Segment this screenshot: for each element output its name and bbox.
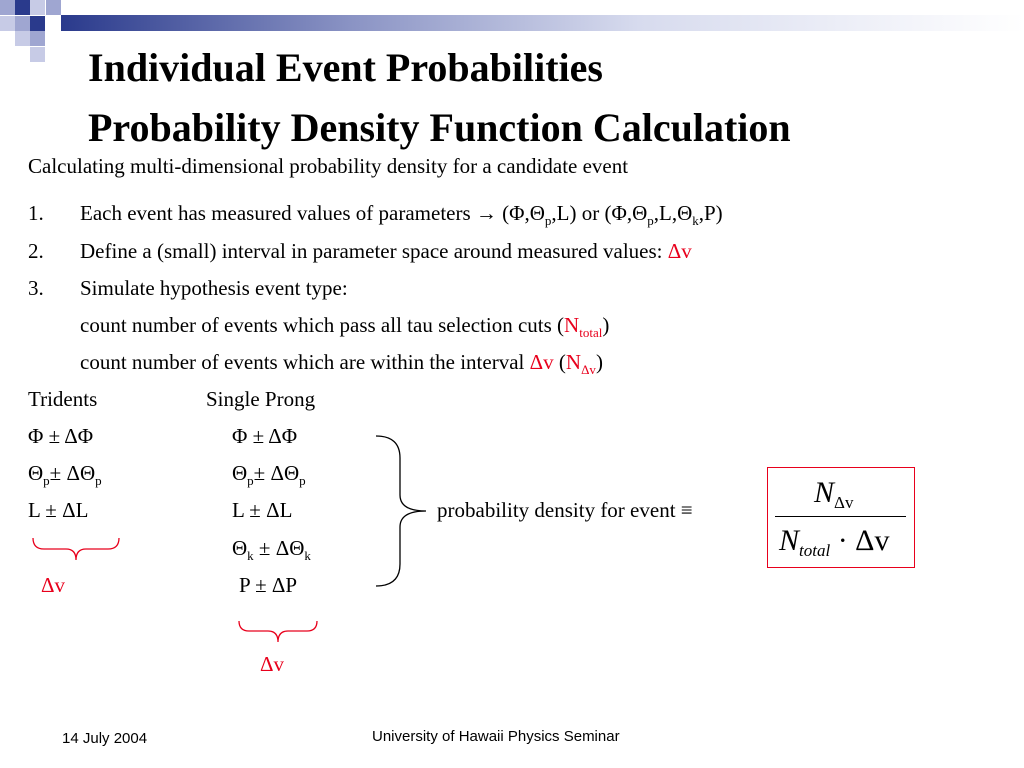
footer-seminar: University of Hawaii Physics Seminar: [372, 728, 620, 745]
step-text-part: ,L) or (Φ,Θ: [551, 201, 648, 225]
intro-text: Calculating multi-dimensional probability density for a candidate event: [28, 154, 629, 178]
step-text-part: ,P): [698, 201, 723, 225]
corner-square: [0, 16, 15, 31]
interval-symbol: Δv: [529, 350, 554, 374]
step-text-part: Each event has measured values of parameters → (Φ,Θ: [80, 201, 545, 225]
substep-text: [80, 313, 610, 340]
fraction-bar: [775, 516, 906, 517]
param-uncertainty: ± ΔΘ: [253, 461, 300, 485]
formula-numerator: [814, 476, 854, 512]
param-uncertainty: ± ΔΘ: [49, 461, 96, 485]
subscript: total: [579, 325, 603, 340]
step-number: 2.: [28, 239, 44, 263]
footer-date: 14 July 2004: [62, 730, 148, 747]
single-prong-row: [232, 536, 311, 563]
combine-brace: [372, 433, 432, 589]
corner-square: [30, 16, 45, 31]
subscript: p: [43, 473, 50, 488]
single-prong-row: Φ ± ΔΦ: [232, 424, 298, 448]
density-label: probability density for event ≡: [437, 498, 693, 522]
param-uncertainty: ± ΔΘ: [253, 536, 305, 560]
subscript: k: [692, 213, 699, 228]
single-prong-interval-label: Δv: [260, 652, 285, 676]
corner-square: [15, 31, 30, 46]
subscript: Δv: [834, 493, 854, 512]
subscript: k: [247, 548, 254, 563]
n-total-symbol: [564, 313, 603, 340]
formula-denominator: [779, 524, 890, 560]
substep-text-part: ): [595, 350, 603, 374]
tridents-interval-label: Δv: [41, 573, 66, 597]
slide-title-line-1: Individual Event Probabilities: [88, 45, 603, 90]
corner-square: [46, 0, 61, 15]
single-prong-header: Single Prong: [206, 387, 316, 411]
formula-n: N: [814, 476, 835, 509]
single-prong-brace: [236, 618, 320, 648]
single-prong-row: P ± ΔP: [239, 573, 298, 597]
step-number: 3.: [28, 276, 44, 300]
step-number: 1.: [28, 201, 44, 225]
subscript: Δv: [581, 362, 596, 377]
formula-delta-v: · Δv: [830, 524, 890, 557]
symbol-letter: N: [564, 313, 580, 337]
step-text: Simulate hypothesis event type:: [80, 276, 348, 300]
header-gradient-bar: [61, 15, 1024, 31]
corner-square: [30, 0, 45, 15]
corner-square: [15, 0, 30, 15]
substep-text-part: ): [602, 313, 610, 337]
param-symbol: Θ: [232, 461, 248, 485]
single-prong-row: L ± ΔL: [232, 498, 293, 522]
step-text: [80, 241, 692, 262]
tridents-brace: [30, 535, 122, 565]
corner-square: [30, 31, 45, 46]
tridents-row: Φ ± ΔΦ: [28, 424, 94, 448]
tridents-row: L ± ΔL: [28, 498, 89, 522]
step-text: [80, 201, 723, 228]
single-prong-row: [232, 461, 306, 488]
subscript: total: [799, 541, 831, 560]
step-text-part: ,L,Θ: [653, 201, 693, 225]
symbol-letter: N: [565, 350, 582, 374]
corner-square: [0, 0, 15, 15]
formula-n: N: [779, 524, 800, 557]
interval-symbol: Δv: [667, 239, 692, 263]
corner-square: [15, 16, 30, 31]
param-symbol: Θ: [232, 536, 248, 560]
tridents-row: [28, 461, 102, 488]
subscript: p: [544, 213, 552, 228]
probability-density-formula: [767, 467, 915, 568]
subscript: p: [247, 473, 254, 488]
param-symbol: Θ: [28, 461, 44, 485]
tridents-header: Tridents: [28, 387, 98, 411]
subscript: p: [95, 473, 102, 488]
substep-text-part: count number of events which pass all tau selection cuts (: [80, 313, 565, 337]
substep-text-part: (: [553, 350, 566, 374]
subscript: p: [299, 473, 306, 488]
subscript: k: [304, 548, 311, 563]
subscript: p: [647, 213, 654, 228]
slide-title-line-2: Probability Density Function Calculation: [88, 105, 791, 150]
substep-text: [80, 350, 603, 377]
corner-square: [30, 47, 45, 62]
n-delta-v-symbol: [565, 350, 596, 377]
step-text-part: Define a (small) interval in parameter space around measured values:: [80, 239, 668, 263]
substep-text-part: count number of events which are within the interval: [80, 350, 530, 374]
